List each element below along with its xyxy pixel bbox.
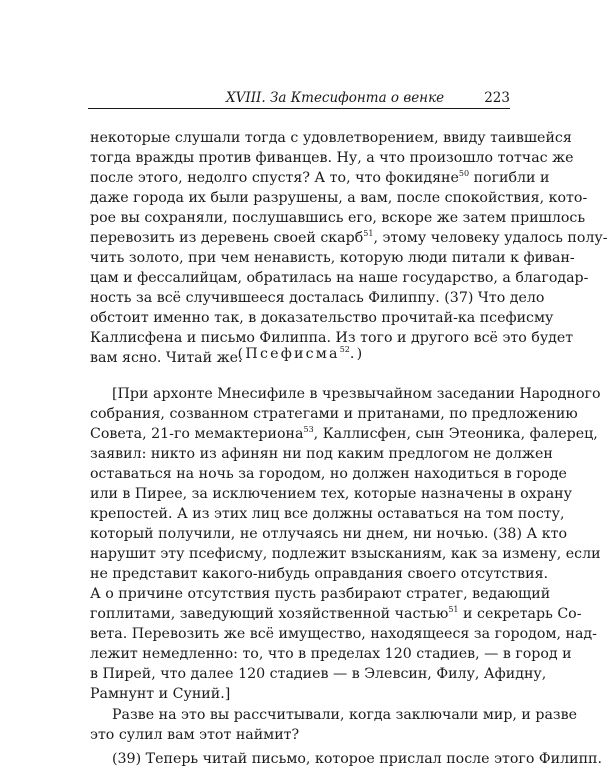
text-line: А о причине отсутствия пусть разбирают стратег, ведающий [90, 586, 551, 602]
text-line: Каллисфена и письмо Филиппа. Из того и другого всё это будет [90, 330, 574, 346]
text-line: Разве на это вы рассчитывали, когда заключали мир, и разве [112, 707, 578, 723]
text-line: собрания, созванном стратегами и пританами, по предложению [90, 406, 578, 422]
text-line: обстоит именно так, в доказательство прочитай-ка псефисму [90, 310, 554, 326]
text-line: тогда вражды против фиванцев. Ну, а что произошло тотчас же [90, 150, 574, 166]
running-header [88, 90, 510, 108]
header-rule [88, 108, 510, 109]
text-line: нарушит эту псефисму, подлежит взысканиям, как за измену, если [90, 546, 601, 562]
text-line: вета. Перевозить же всё имущество, находящееся за городом, над- [90, 626, 597, 642]
text-line: не представит какого-нибудь оправдания своего отсутствия. [90, 566, 549, 582]
text-line: перевозить из деревень своей скарб$^{51}$, этому человеку удалось полу- [90, 229, 608, 246]
footnote-ref: 51 [363, 229, 374, 238]
decree-text [90, 384, 601, 704]
text-line: ность за всё случившееся досталась Филиппу. (37) Что дело [90, 290, 545, 306]
footnote-ref: 50 [458, 169, 470, 178]
text-line: это сулил вам этот наймит? [90, 727, 300, 743]
text-line: в Пирей, что далее 120 стадиев — в Элевсин, Филу, Афидну, [90, 666, 547, 682]
paragraph-39 [90, 749, 603, 769]
text-line: после этого, недолго спустя? А то, что фокидяне$^{50}$ погибли и [90, 169, 550, 186]
section-heading: (Псефисма$^{52}$.) [237, 345, 365, 362]
text-line: крепостей. А из этих лиц все должны оставаться на том посту, [90, 506, 565, 522]
text-line: или в Пирее, за исключением тех, которые назначены в охрану [90, 486, 572, 502]
paragraph-question [90, 705, 578, 745]
text-line: рое вы сохраняли, послушавшись его, вскоре же затем пришлось [90, 210, 586, 226]
text-line: даже города их были разрушены, а вам, после спокойствия, кото- [90, 190, 588, 206]
text-line: вам ясно. Читай же. [90, 350, 243, 366]
running-title: XVIII. За Ктесифонта о венке [226, 90, 445, 106]
text-line: заявил: никто из афинян ни под каким предлогом не должен [90, 446, 553, 462]
text-line: (39) Теперь читай письмо, которое прислал после этого Филипп. [112, 751, 603, 767]
footnote-ref: 52 [339, 345, 350, 354]
paragraph-36 [90, 128, 608, 368]
text-line: гоплитами, заведующий хозяйственной частью$^{51}$ и секретарь Со- [90, 605, 582, 622]
page-number: 223 [484, 90, 510, 106]
text-line: некоторые слушали тогда с удовлетворением, ввиду таившейся [90, 130, 572, 146]
text-line: Совета, 21-го мемактериона$^{53}$, Каллисфен, сын Этеоника, фалерец, [90, 425, 598, 442]
text-line: чить золото, при чем ненависть, которую люди питали к фиван- [90, 250, 575, 266]
text-line: цам и фессалийцам, обратилась на наше государство, а благодар- [90, 270, 589, 286]
text-line: который получили, не отлучаясь ни днем, ни ночью. (38) А кто [90, 526, 568, 542]
footnote-ref: 53 [303, 425, 314, 434]
text-line: оставаться на ночь за городом, но должен находиться в городе [90, 466, 567, 482]
text-line: Рамнунт и Суний.] [90, 686, 231, 702]
footnote-ref: 51 [448, 605, 459, 614]
text-line: [При архонте Мнесифиле в чрезвычайном заседании Народного [112, 386, 601, 402]
text-line: лежит немедленно: то, что в пределах 120 стадиев, — в город и [90, 646, 572, 662]
